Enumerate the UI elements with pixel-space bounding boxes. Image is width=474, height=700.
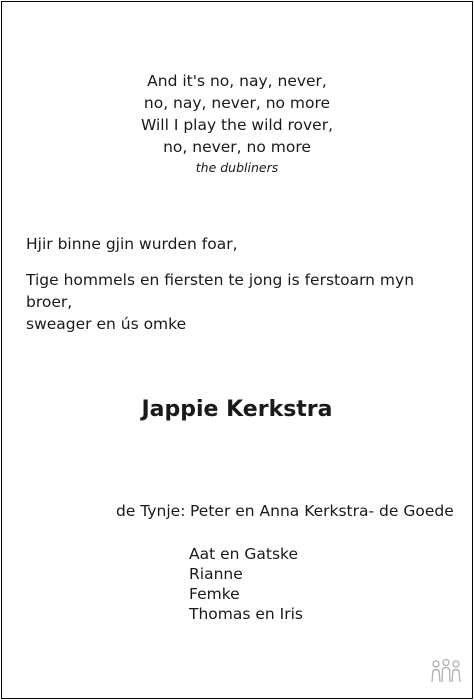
people-group-icon (430, 658, 462, 688)
relation-primary: Peter en Anna Kerkstra- de Goede (190, 502, 454, 520)
intro-text (26, 233, 456, 335)
intro-line: Tige hommels en fiersten te jong is ferstoarn myn broer, (26, 271, 415, 311)
poem-line: And it's no, nay, never, (147, 72, 327, 90)
poem-attribution: the dubliners (195, 160, 279, 175)
poem-line: no, never, no more (163, 138, 311, 156)
poem-line: no, nay, never, no more (143, 94, 331, 112)
relations-block (116, 500, 454, 522)
list-item: Rianne (189, 565, 243, 583)
children-list (189, 544, 303, 624)
poem-line: Will I play the wild rover, (140, 116, 334, 134)
deceased-name: Jappie Kerkstra (141, 397, 333, 422)
list-item: Thomas en Iris (189, 605, 303, 623)
intro-line: Hjir binne gjin wurden foar, (26, 235, 238, 253)
intro-line: sweager en ús omke (26, 315, 187, 333)
place-label: de Tynje: (116, 502, 186, 520)
list-item: Aat en Gatske (189, 545, 299, 563)
poem-quote (0, 70, 474, 178)
list-item: Femke (189, 585, 240, 603)
